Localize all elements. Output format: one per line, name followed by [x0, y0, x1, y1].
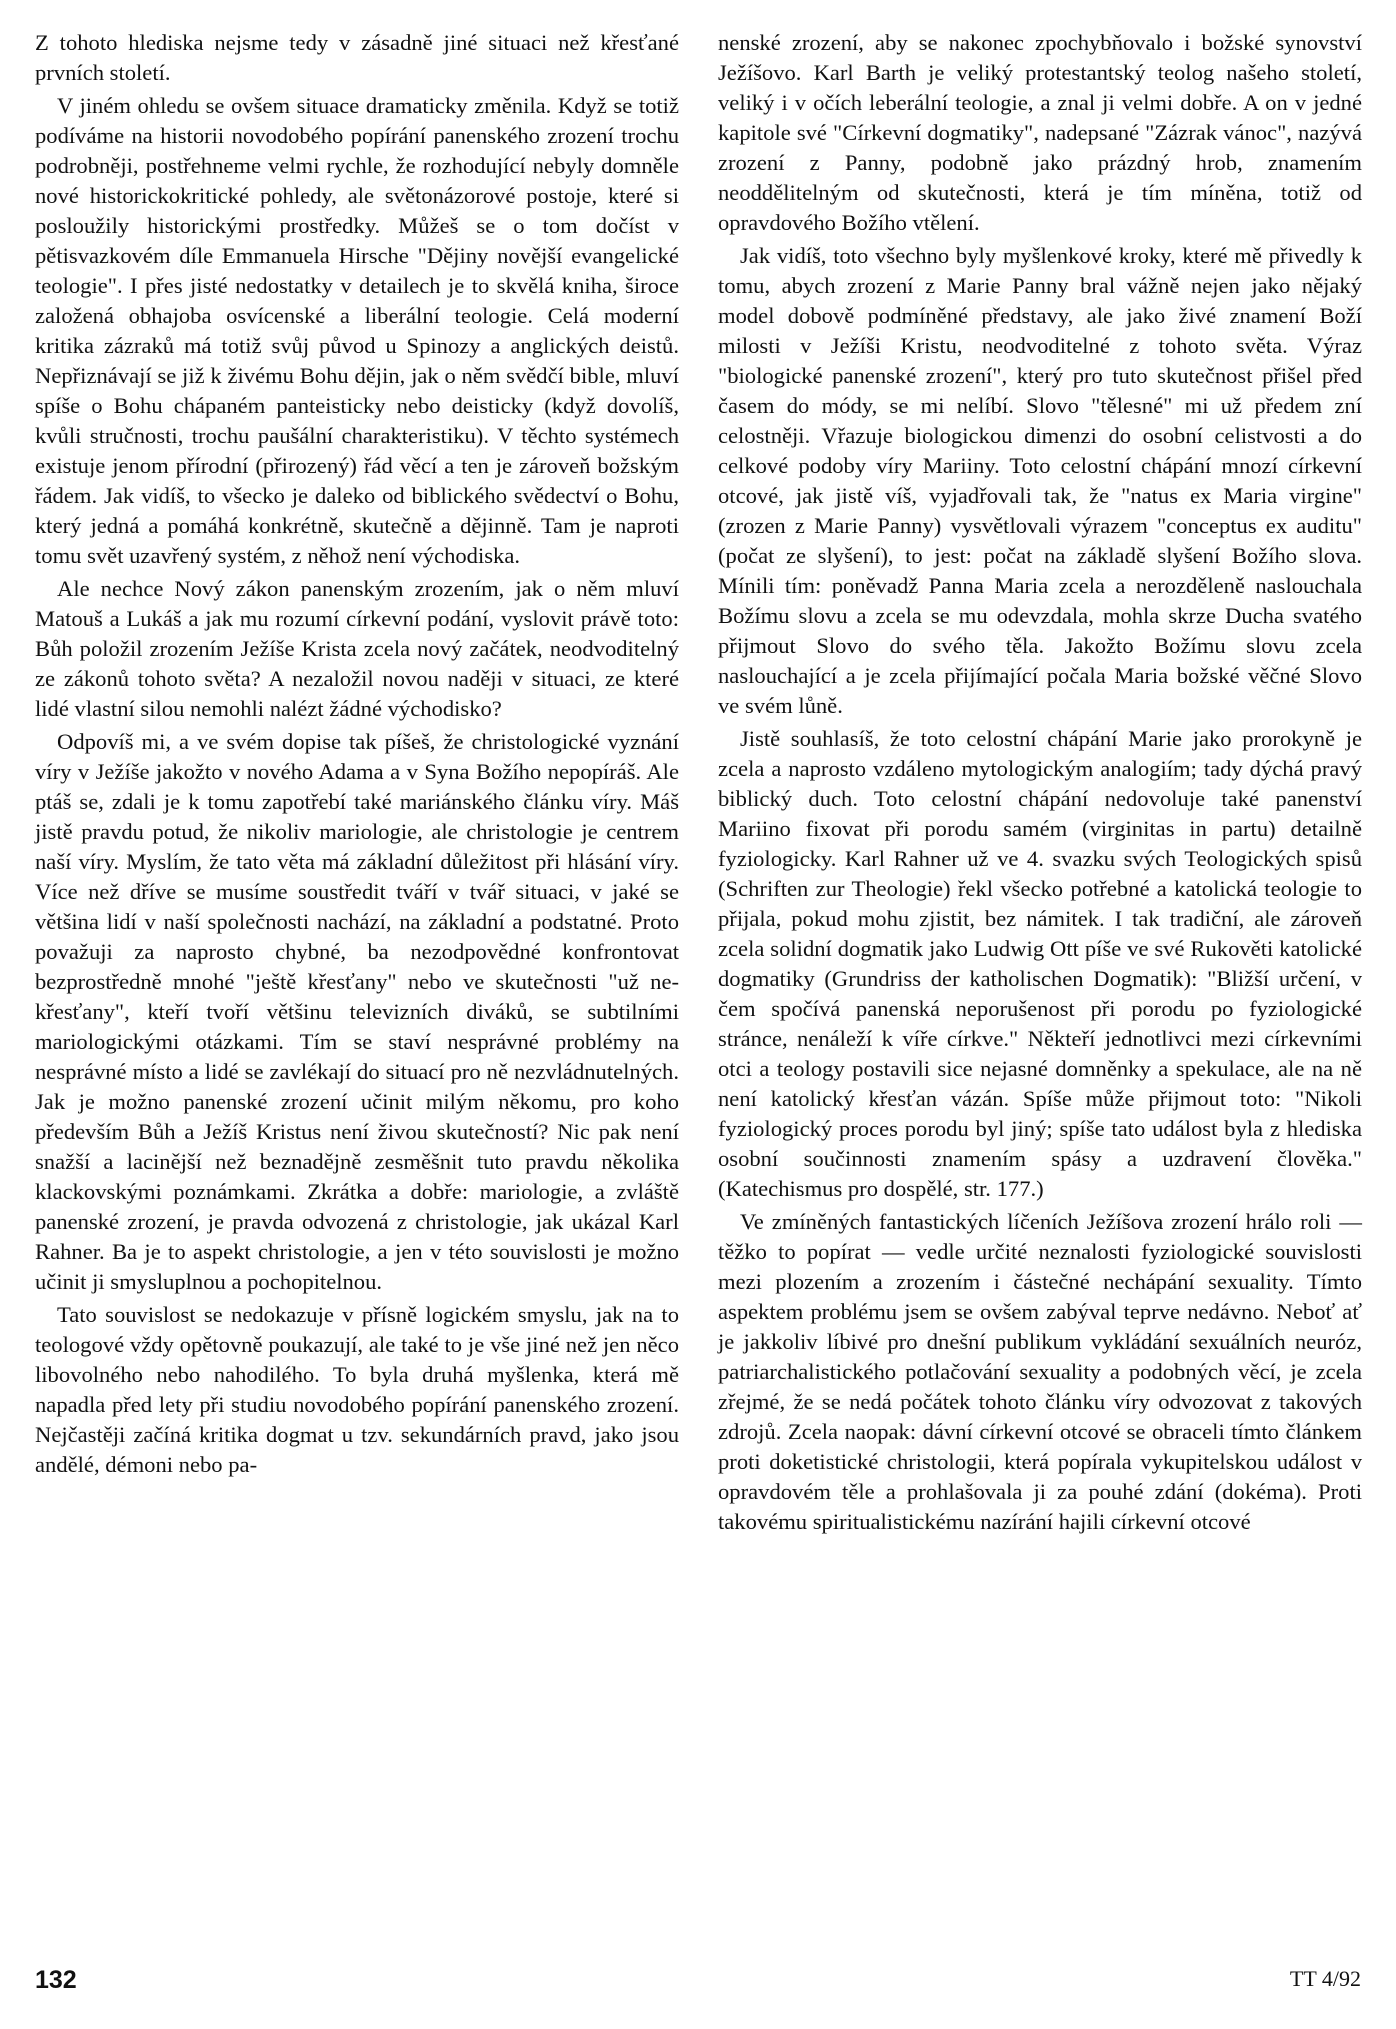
paragraph: Odpovíš mi, a ve svém dopise tak píšeš, že christologické vyznání víry v Ježíše jakožto v nového Adama a v Syna Božího nepopíráš. Ale ptáš se, zdali je k tomu zapotřebí také mariánského článku víry. Máš jistě pravdu potud, že nikoliv mariologie, ale christologie je centrem naší víry. Myslím, že tato věta má základní důležitost při hlásání víry. Více než dříve se musíme soustředit tváří v tvář situaci, v jaké se většina lidí v naší společnosti nachází, na základní a podstatné. Proto považuji za naprosto chybné, ba nezodpovědné konfrontovat bezprostředně mnohé "ještě křesťany" nebo ve skutečnosti "už ne-křesťany", kteří tvoří většinu televizních diváků, se subtilními mariologickými otázkami. Tím se staví nesprávné problémy na nesprávné místo a lidé se zavlékají do situací pro ně nezvládnutelných. Jak je možno panenské zrození učinit milým někomu, pro koho především Bůh a Ježíš Kristus není živou skutečností? Nic pak není snažší a lacinější než beznadějně zesměšnit tuto pravdu několika klackovskými poznámkami. Zkrátka a dobře: mariologie, a zvláště panenské zrození, je pravda odvozená z christologie, jak ukázal Karl Rahner. Ba je to aspekt christologie, a jen v této souvislosti je možno učinit ji smysluplnou a pochopitelnou.	[35, 729, 679, 1294]
journal-reference: TT 4/92	[1289, 1966, 1361, 1991]
paragraph: Z tohoto hlediska nejsme tedy v zásadně jiné situaci než křesťané prvních století.	[35, 30, 679, 85]
paragraph: Ale nechce Nový zákon panenským zrozením, jak o něm mluví Matouš a Lukáš a jak mu rozumí církevní podání, vyslovit právě toto: Bůh položil zrozením Ježíše Krista zcela nový začátek, neodvoditelný ze zákonů tohoto světa? A nezaložil novou naději v situaci, ze které lidé vlastní silou nemohli nalézt žádné východisko?	[35, 576, 679, 721]
paragraph: V jiném ohledu se ovšem situace dramaticky změnila. Když se totiž podíváme na historii novodobého popírání panenského zrození trochu podrobněji, postřehneme velmi rychle, že rozhodující nebyly domněle nové historickokritické pohledy, ale světonázorové postoje, které si posloužily historickými prostředky. Můžeš se o tom dočíst v pětisvazkovém díle Emmanuela Hirsche "Dějiny novější evangelické teologie". I přes jisté nedostatky v detailech je to skvělá kniha, široce založená obhajoba osvícenské a liberální teologie. Celá moderní kritika zázraků má totiž svůj původ u Spinozy a anglických deistů. Nepřiznávají se již k živému Bohu dějin, jak o něm svědčí bible, mluví spíše o Bohu chápaném panteisticky nebo deisticky (když dovolíš, kvůli stručnosti, trochu paušální charakteristiku). V těchto systémech existuje jenom přírodní (přirozený) řád věcí a ten je zároveň božským řádem. Jak vidíš, to všecko je daleko od biblického svědectví o Bohu, který jedná a pomáhá konkrétně, skutečně a dějinně. Tam je naproti tomu svět uzavřený systém, z něhož není východiska.	[35, 93, 679, 568]
paragraph: Jistě souhlasíš, že toto celostní chápání Marie jako prorokyně je zcela a naprosto vzdáleno mytologickým analogiím; tady dýchá pravý biblický duch. Toto celostní chápání nedovoluje také panenství Mariino fixovat při porodu samém (virginitas in partu) detailně fyziologicky. Karl Rahner už ve 4. svazku svých Teologických spisů (Schriften zur Theologie) řekl všecko potřebné a katolická teologie to přijala, pokud mohu zjistit, bez námitek. I tak tradiční, ale zároveň zcela solidní dogmatik jako Ludwig Ott píše ve své Rukověti katolické dogmatiky (Grundriss der katholischen Dogmatik): "Bližší určení, v čem spočívá panenská neporušenost při porodu po fyziologické stránce, nenáleží k víře církve." Někteří jednotlivci mezi církevními otci a teology postavili sice nejasné domněnky a spekulace, ale na ně není katolický křesťan vázán. Spíše může přijmout toto: "Nikoli fyziologický proces porodu byl jiný; spíše tato událost byla z hlediska osobní součinnosti znamením spásy a uzdravení člověka." (Katechismus pro dospělé, str. 177.)	[718, 726, 1362, 1201]
page-number: 132	[35, 1966, 77, 1994]
paragraph: Jak vidíš, toto všechno byly myšlenkové kroky, které mě přivedly k tomu, abych zrození z Marie Panny bral vážně nejen jako nějaký model dobově podmíněné představy, ale jako živé znamení Boží milosti v Ježíši Kristu, neodvoditelné z tohoto světa. Výraz "biologické panenské zrození", který pro tuto skutečnost přišel před časem do módy, se mi nelíbí. Slovo "tělesné" mi už předem zní celostněji. Vřazuje biologickou dimenzi do osobní celistvosti a do celkové podoby víry Mariiny. Toto celostní chápání mnozí církevní otcové, jak jistě víš, vyjadřovali tak, že "natus ex Maria virgine" (zrozen z Marie Panny) vysvětlovali výrazem "conceptus ex auditu" (počat ze slyšení), to jest: počat na základě slyšení Božího slova. Mínili tím: poněvadž Panna Maria zcela a nerozděleně naslouchala Božímu slovu a zcela se mu odevzdala, mohla skrze Ducha svatého přijmout Slovo do svého těla. Jakožto Božímu slovu zcela naslouchající a je zcela přijímající počala Maria božské věčné Slovo ve svém lůně.	[718, 243, 1362, 718]
paragraph: Tato souvislost se nedokazuje v přísně logickém smyslu, jak na to teologové vždy opětovně poukazují, ale také to je vše jiné než jen něco libovolného nebo nahodilého. To byla druhá myšlenka, která mě napadla před lety při studiu novodobého popírání panenského zrození. Nejčastěji začíná kritika dogmat u tzv. sekundárních pravd, jako jsou andělé, démoni nebo pa-	[35, 1302, 679, 1477]
text-column-right	[718, 28, 1362, 1537]
paragraph: nenské zrození, aby se nakonec zpochybňovalo i božské synovství Ježíšovo. Karl Barth je veliký protestantský teolog našeho století, veliký i v očích leberální teologie, a znal ji velmi dobře. A on v jedné kapitole své "Církevní dogmatiky", nadepsané "Zázrak vánoc", nazývá zrození z Panny, podobně jako prázdný hrob, znamením neoddělitelným od skutečnosti, která je tím míněna, totiž od opravdového Božího vtělení.	[718, 30, 1362, 235]
paragraph: Ve zmíněných fantastických líčeních Ježíšova zrození hrálo roli — těžko to popírat — vedle určité neznalosti fyziologické souvislosti mezi plozením a zrozením i částečné nechápání sexuality. Tímto aspektem problému jsem se ovšem zabýval teprve nedávno. Neboť ať je jakkoliv líbivé pro dnešní publikum vykládání sexuálních neuróz, patriarchalistického potlačování sexuality a podobných věcí, je zcela zřejmé, že se nedá počátek tohoto článku víry odvozovat z takových zdrojů. Zcela naopak: dávní církevní otcové se obraceli tímto článkem proti doketistické christologii, která popírala vykupitelskou událost v opravdovém těle a prohlašovala ji za pouhé zdání (dokéma). Proti takovému spiritualistickému nazírání hajili církevní otcové	[718, 1209, 1362, 1534]
text-column-left	[35, 28, 679, 1480]
